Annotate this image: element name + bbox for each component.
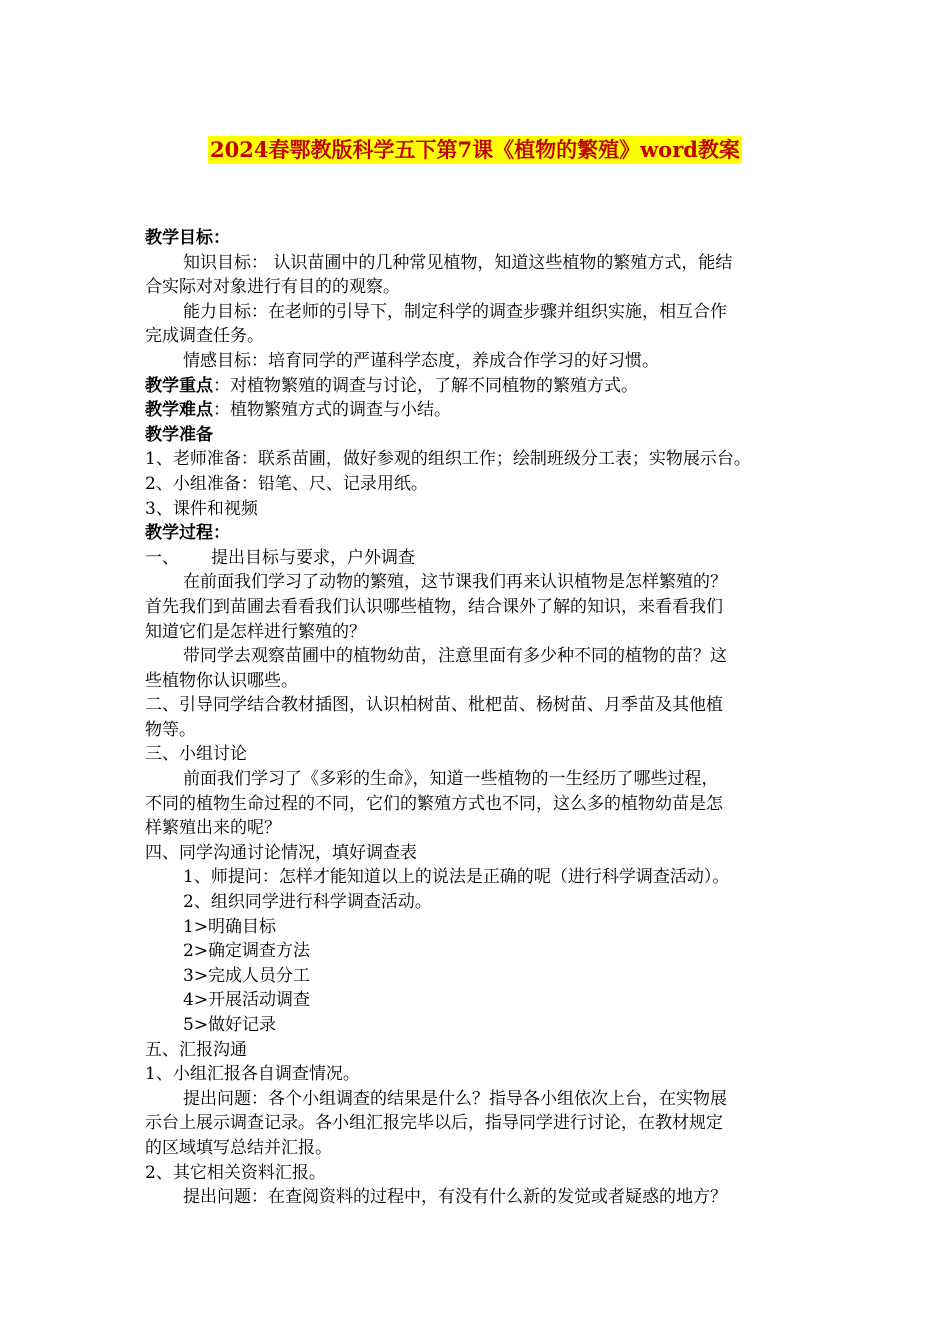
section-1-para2-line1: 带同学去观察苗圃中的植物幼苗，注意里面有多少种不同的植物的苗？这 <box>183 646 727 667</box>
section-5-para1-line1: 提出问题：各个小组调查的结果是什么？指导各小组依次上台，在实物展 <box>183 1088 727 1109</box>
section-5-sub-1: 1、小组汇报各自调查情况。 <box>145 1064 360 1085</box>
section-1-number: 一、 <box>145 547 179 568</box>
section-1-para2-line2: 些植物你认识哪些。 <box>145 670 298 691</box>
section-4-step-5: 5>做好记录 <box>183 1015 277 1035</box>
section-1-para1-line1: 在前面我们学习了动物的繁殖，这节课我们再来认识植物是怎样繁殖的？ <box>183 572 727 593</box>
prep-heading: 教学准备 <box>145 424 213 445</box>
title-container <box>0 136 950 164</box>
section-5-para1-line3: 的区域填写总结并汇报。 <box>145 1137 332 1158</box>
ability-goal-line1: 能力目标：在老师的引导下，制定科学的调查步骤并组织实施，相互合作 <box>183 301 727 322</box>
key-point-text: ：对植物繁殖的调查与讨论，了解不同植物的繁殖方式。 <box>213 375 638 396</box>
section-5-para2: 提出问题：在查阅资料的过程中，有没有什么新的发觉或者疑惑的地方？ <box>183 1187 727 1208</box>
ability-goal-line2: 完成调查任务。 <box>145 326 264 347</box>
section-1-para1-line3: 知道它们是怎样进行繁殖的？ <box>145 621 366 642</box>
prep-item-3: 3、课件和视频 <box>145 498 258 519</box>
section-3-para-line1: 前面我们学习了《多彩的生命》，知道一些植物的一生经历了哪些过程， <box>183 769 719 790</box>
section-3-heading: 三、小组讨论 <box>145 744 247 765</box>
section-1-title: 提出目标与要求，户外调查 <box>211 547 415 568</box>
section-1-heading <box>145 546 817 571</box>
section-4-item-2: 2、组织同学进行科学调查活动。 <box>183 892 432 913</box>
goals-heading: 教学目标： <box>145 228 230 248</box>
document-body <box>145 226 817 1210</box>
difficulty-label: 教学难点 <box>145 400 213 421</box>
difficulty-point <box>145 398 817 423</box>
section-5-heading: 五、汇报沟通 <box>145 1039 247 1060</box>
document-title: 2024春鄂教版科学五下第7课《植物的繁殖》word教案 <box>210 137 740 162</box>
section-5-sub-2: 2、其它相关资料汇报。 <box>145 1162 326 1183</box>
section-4-item-1: 1、师提问：怎样才能知道以上的说法是正确的呢（进行科学调查活动）。 <box>183 867 730 888</box>
section-3-para-line3: 样繁殖出来的呢？ <box>145 818 281 839</box>
key-point <box>145 374 817 399</box>
emotion-goal: 情感目标：培育同学的严谨科学态度，养成合作学习的好习惯。 <box>183 350 659 371</box>
section-2-line2: 物等。 <box>145 719 196 740</box>
section-4-step-4: 4>开展活动调查 <box>183 990 311 1011</box>
section-1-para1-line2: 首先我们到苗圃去看看我们认识哪些植物，结合课外了解的知识，来看看我们 <box>145 596 723 617</box>
section-5-para1-line2: 示台上展示调查记录。各小组汇报完毕以后，指导同学进行讨论，在教材规定 <box>145 1113 723 1134</box>
section-3-para-line2: 不同的植物生命过程的不同，它们的繁殖方式也不同，这么多的植物幼苗是怎 <box>145 793 723 814</box>
section-4-heading: 四、同学沟通讨论情况，填好调查表 <box>145 842 417 863</box>
knowledge-goal-line1: 知识目标： 认识苗圃中的几种常见植物，知道这些植物的繁殖方式，能结 <box>183 252 733 273</box>
key-point-label: 教学重点 <box>145 375 213 396</box>
process-heading: 教学过程： <box>145 523 230 544</box>
prep-item-2: 2、小组准备：铅笔、尺、记录用纸。 <box>145 473 428 494</box>
section-4-step-2: 2>确定调查方法 <box>183 941 311 962</box>
section-2-line1: 二、引导同学结合教材插图，认识柏树苗、枇杷苗、杨树苗、月季苗及其他植 <box>145 695 723 716</box>
knowledge-goal-line2: 合实际对对象进行有目的的观察。 <box>145 277 400 298</box>
section-4-step-1: 1>明确目标 <box>183 916 277 937</box>
prep-item-1: 1、老师准备：联系苗圃，做好参观的组织工作；绘制班级分工表；实物展示台。 <box>145 449 751 470</box>
section-4-step-3: 3>完成人员分工 <box>183 965 311 986</box>
difficulty-text: ：植物繁殖方式的调查与小结。 <box>213 400 451 421</box>
